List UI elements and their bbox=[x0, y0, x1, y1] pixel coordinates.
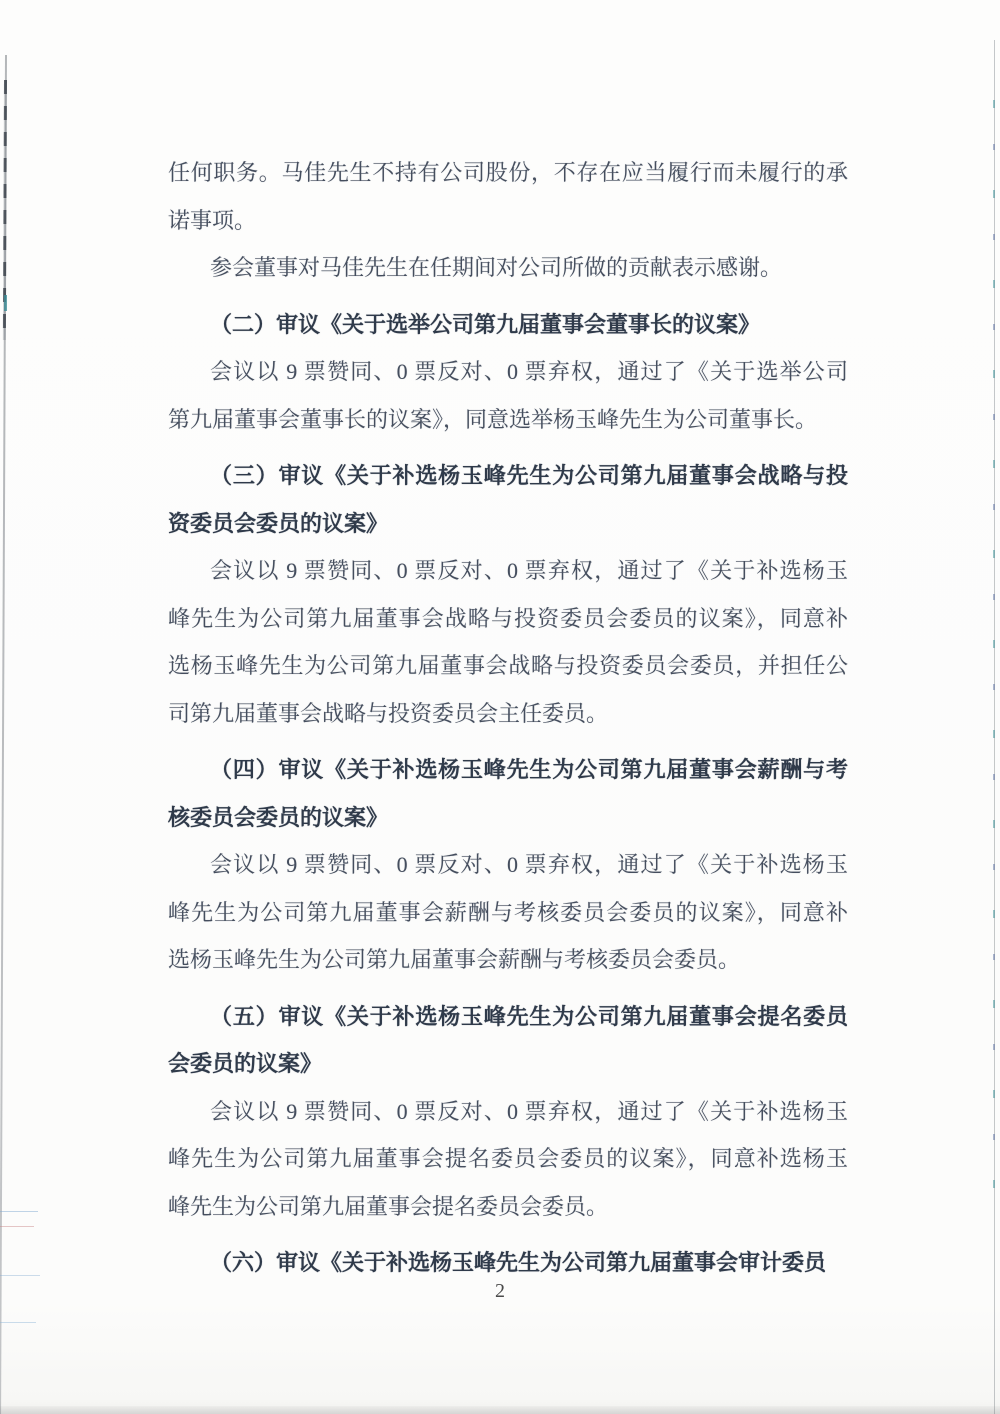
text-line: （四）审议《关于补选杨玉峰先生为公司第九届董事会薪酬与考 bbox=[210, 757, 848, 782]
scan-edge-color-dashes-right bbox=[993, 100, 995, 1200]
text-line: 资委员会委员的议案》 bbox=[168, 510, 389, 536]
text-line: 诺事项。 bbox=[168, 207, 257, 233]
text-line: （二）审议《关于选举公司第九届董事会董事长的议案》 bbox=[210, 311, 761, 337]
text-line: 峰先生为公司第九届董事会提名委员会委员的议案》，同意补选杨玉 bbox=[168, 1146, 848, 1171]
section-heading-2 bbox=[168, 301, 848, 349]
text-line: （三）审议《关于补选杨玉峰先生为公司第九届董事会战略与投 bbox=[210, 463, 848, 488]
paragraph bbox=[168, 149, 848, 244]
paragraph bbox=[168, 547, 848, 737]
text-line: 会议以 9 票赞同、0 票反对、0 票弃权，通过了《关于补选杨玉 bbox=[210, 558, 848, 583]
text-line: 峰先生为公司第九届董事会薪酬与考核委员会委员的议案》，同意补 bbox=[168, 899, 848, 925]
section-heading-5 bbox=[168, 993, 848, 1088]
paragraph bbox=[168, 841, 848, 984]
paragraph bbox=[168, 244, 848, 292]
scan-edge-teal-mark-left bbox=[4, 295, 7, 311]
text-line: 会议以 9 票赞同、0 票反对、0 票弃权，通过了《关于选举公司 bbox=[210, 359, 848, 384]
text-line: 峰先生为公司第九届董事会战略与投资委员会委员的议案》，同意补 bbox=[168, 605, 848, 631]
text-line: （六）审议《关于补选杨玉峰先生为公司第九届董事会审计委员 bbox=[210, 1250, 827, 1275]
ruled-line bbox=[0, 1226, 34, 1227]
text-line: 峰先生为公司第九届董事会提名委员会委员。 bbox=[168, 1193, 609, 1219]
text-line: 核委员会委员的议案》 bbox=[168, 804, 389, 830]
text-line: 会议以 9 票赞同、0 票反对、0 票弃权，通过了《关于补选杨玉 bbox=[210, 1098, 848, 1124]
document-body-text bbox=[168, 149, 848, 1287]
text-line: 选杨玉峰先生为公司第九届董事会战略与投资委员会委员，并担任公 bbox=[168, 653, 848, 678]
text-line: 会委员的议案》 bbox=[168, 1051, 323, 1076]
text-line: 选杨玉峰先生为公司第九届董事会薪酬与考核委员会委员。 bbox=[168, 947, 741, 972]
page-number: 2 bbox=[495, 1280, 505, 1302]
text-line: 会议以 9 票赞同、0 票反对、0 票弃权，通过了《关于补选杨玉 bbox=[210, 852, 848, 877]
ruled-line bbox=[0, 1275, 40, 1276]
text-line: 任何职务。马佳先生不持有公司股份，不存在应当履行而未履行的承 bbox=[168, 160, 848, 185]
text-line: 司第九届董事会战略与投资委员会主任委员。 bbox=[168, 700, 609, 726]
text-line: （五）审议《关于补选杨玉峰先生为公司第九届董事会提名委员 bbox=[210, 1003, 848, 1029]
text-line: 参会董事对马佳先生在任期间对公司所做的贡献表示感谢。 bbox=[210, 255, 783, 280]
ruled-line bbox=[0, 1322, 36, 1323]
paragraph bbox=[168, 1088, 848, 1231]
scan-ruled-line-artifacts bbox=[0, 1205, 40, 1335]
text-line: 第九届董事会董事长的议案》，同意选举杨玉峰先生为公司董事长。 bbox=[168, 406, 818, 432]
paragraph bbox=[168, 348, 848, 443]
scan-bottom-shadow bbox=[0, 1406, 1000, 1414]
section-heading-3 bbox=[168, 452, 848, 547]
ruled-line bbox=[0, 1211, 38, 1212]
section-heading-4 bbox=[168, 746, 848, 841]
